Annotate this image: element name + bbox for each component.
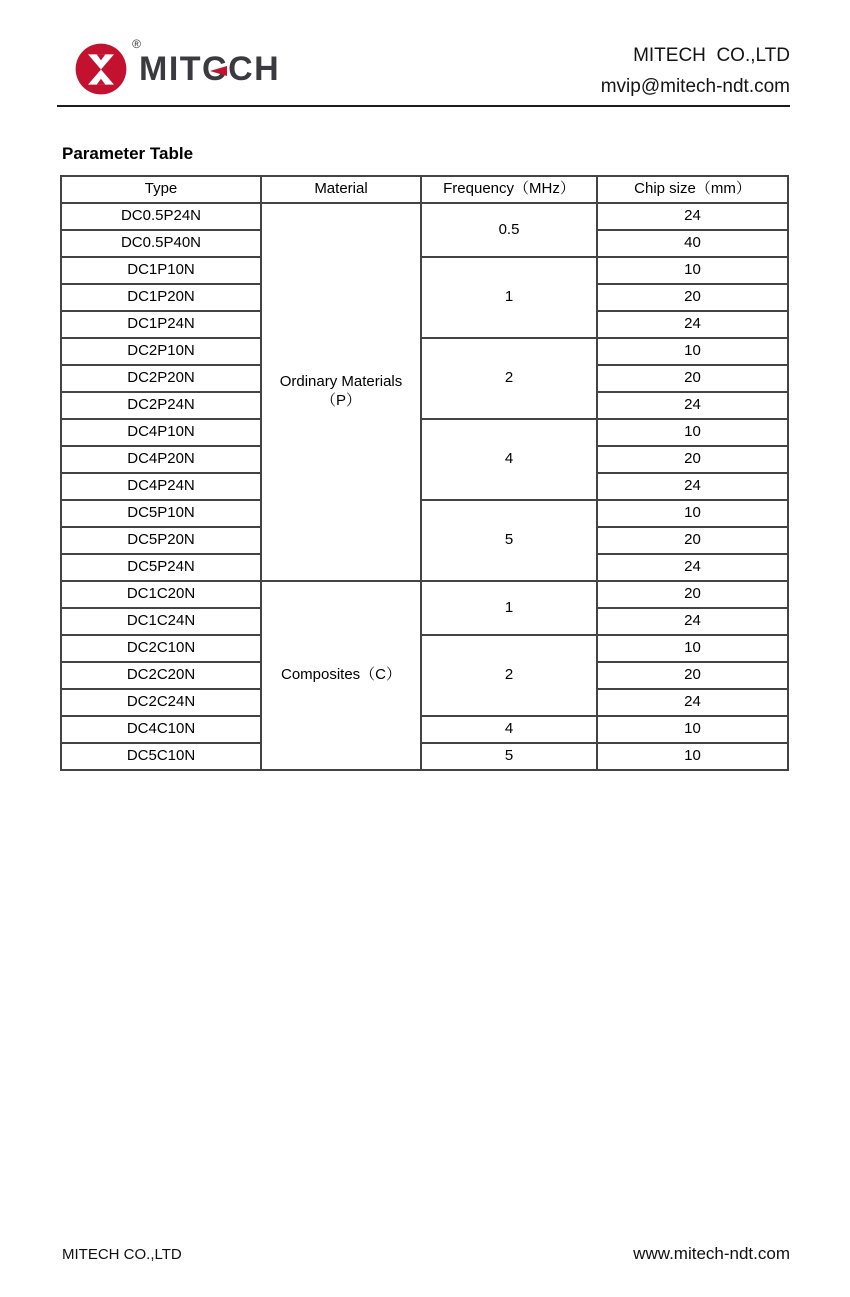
table-row — [61, 743, 788, 770]
content-area — [60, 144, 790, 771]
table-row — [61, 419, 788, 446]
wordmark-prefix: MIT — [139, 50, 203, 88]
type-cell: DC1P24N — [61, 311, 261, 338]
frequency-cell: 5 — [421, 500, 597, 581]
frequency-cell: 4 — [421, 716, 597, 743]
chip-size-cell: 10 — [597, 338, 788, 365]
mitech-logo — [74, 37, 281, 96]
parameter-table — [60, 175, 789, 771]
chip-size-cell: 10 — [597, 743, 788, 770]
column-header-frequency: Frequency（MHz） — [421, 176, 597, 203]
table-row — [61, 635, 788, 662]
chip-size-cell: 20 — [597, 581, 788, 608]
registered-trademark-icon: ® — [132, 37, 141, 51]
chip-size-cell: 24 — [597, 473, 788, 500]
type-cell: DC2P20N — [61, 365, 261, 392]
footer-company: MITECH CO.,LTD — [62, 1246, 182, 1263]
mitech-logo-icon — [74, 42, 128, 96]
material-cell: Ordinary Materials（P） — [261, 203, 421, 581]
type-cell: DC5C10N — [61, 743, 261, 770]
chip-size-cell: 24 — [597, 392, 788, 419]
chip-size-cell: 20 — [597, 365, 788, 392]
header-contact — [601, 40, 790, 102]
page-footer — [62, 1244, 790, 1264]
type-cell: DC2P24N — [61, 392, 261, 419]
type-cell: DC1P20N — [61, 284, 261, 311]
header-divider — [57, 105, 790, 107]
logo-mark — [74, 37, 141, 96]
type-cell: DC2C20N — [61, 662, 261, 689]
chip-size-cell: 20 — [597, 527, 788, 554]
type-cell: DC1P10N — [61, 257, 261, 284]
table-row — [61, 338, 788, 365]
chip-size-cell: 20 — [597, 446, 788, 473]
table-row — [61, 581, 788, 608]
table-row — [61, 500, 788, 527]
material-cell: Composites（C） — [261, 581, 421, 770]
chip-size-cell: 10 — [597, 257, 788, 284]
type-cell: DC5P10N — [61, 500, 261, 527]
type-cell: DC2C24N — [61, 689, 261, 716]
type-cell: DC0.5P24N — [61, 203, 261, 230]
chip-size-cell: 24 — [597, 203, 788, 230]
email-address: mvip@mitech-ndt.com — [600, 76, 790, 97]
type-cell: DC4P10N — [61, 419, 261, 446]
column-header-chip-size: Chip size（mm） — [597, 176, 788, 203]
type-cell: DC2P10N — [61, 338, 261, 365]
chip-size-cell: 24 — [597, 608, 788, 635]
mitech-wordmark — [139, 52, 280, 86]
chip-size-cell: 40 — [597, 230, 788, 257]
company-name: MITECH CO.,LTD — [633, 45, 790, 66]
frequency-cell: 2 — [421, 338, 597, 419]
chip-size-cell: 10 — [597, 635, 788, 662]
footer-website: www.mitech-ndt.com — [633, 1244, 790, 1263]
chip-size-cell: 20 — [597, 662, 788, 689]
type-cell: DC1C20N — [61, 581, 261, 608]
chip-size-cell: 10 — [597, 500, 788, 527]
frequency-cell: 4 — [421, 419, 597, 500]
type-cell: DC4P20N — [61, 446, 261, 473]
section-title: Parameter Table — [62, 144, 194, 163]
table-row — [61, 716, 788, 743]
red-arrow-icon — [210, 66, 227, 76]
table-row — [61, 257, 788, 284]
wordmark-suffix: CH — [228, 50, 281, 88]
chip-size-cell: 24 — [597, 554, 788, 581]
table-row — [61, 203, 788, 230]
type-cell: DC5P20N — [61, 527, 261, 554]
frequency-cell: 5 — [421, 743, 597, 770]
frequency-cell: 1 — [421, 581, 597, 635]
type-cell: DC0.5P40N — [61, 230, 261, 257]
type-cell: DC2C10N — [61, 635, 261, 662]
chip-size-cell: 10 — [597, 716, 788, 743]
table-header-row — [61, 176, 788, 203]
chip-size-cell: 24 — [597, 311, 788, 338]
stylized-e-glyph: C — [202, 50, 229, 88]
type-cell: DC4C10N — [61, 716, 261, 743]
page-header — [74, 38, 790, 102]
type-cell: DC4P24N — [61, 473, 261, 500]
frequency-cell: 1 — [421, 257, 597, 338]
type-cell: DC1C24N — [61, 608, 261, 635]
chip-size-cell: 20 — [597, 284, 788, 311]
column-header-material: Material — [261, 176, 421, 203]
stylized-e-letter — [202, 52, 228, 86]
frequency-cell: 0.5 — [421, 203, 597, 257]
chip-size-cell: 10 — [597, 419, 788, 446]
column-header-type: Type — [61, 176, 261, 203]
type-cell: DC5P24N — [61, 554, 261, 581]
frequency-cell: 2 — [421, 635, 597, 716]
chip-size-cell: 24 — [597, 689, 788, 716]
